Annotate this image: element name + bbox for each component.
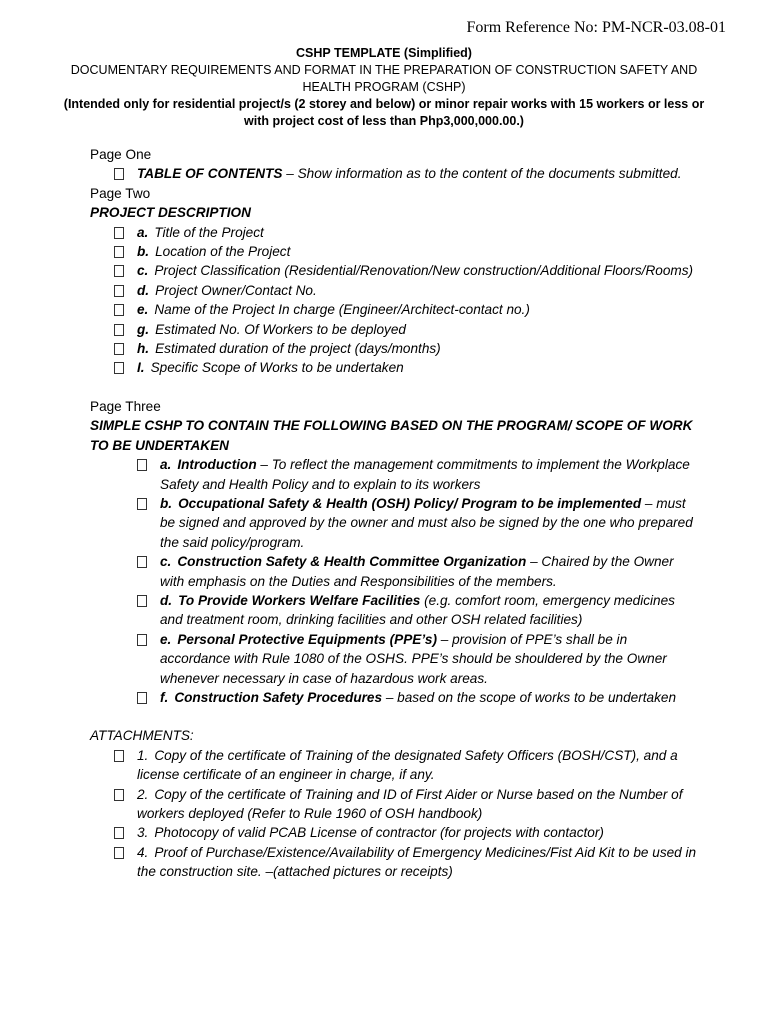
list-item-letter: b. (137, 244, 150, 260)
list-item (90, 688, 700, 707)
list-item-content (137, 339, 700, 358)
list-item-letter: h. (137, 341, 150, 357)
list-item-text: – Chaired by the Owner with emphasis on the Duties and Responsibilities of the members. (160, 554, 674, 589)
list-item-text: Copy of the certificate of Training of the designated Safety Officers (BOSH/CST), and a license certificate of an engineer in charge, if any. (137, 747, 678, 783)
attachments-list (90, 746, 700, 882)
list-item-text: – provision of PPE’s shall be in accordance with Rule 1080 of the OSHS. PPE’s should be shouldered by the Owner whenever necessary in case of hazardous work areas. (160, 631, 667, 686)
list-item-title: Introduction (177, 457, 257, 473)
checkbox-icon (114, 343, 124, 355)
list-item (90, 746, 700, 785)
checkbox-icon (114, 227, 124, 239)
list-item-text: Copy of the certificate of Training and ID of First Aider or Nurse based on the Number of workers deployed (Refer to Rule 1960 of OSH handbook) (137, 786, 683, 821)
list-item-content (137, 843, 700, 882)
list-item-text: Title of the Project (154, 224, 264, 240)
list-item-content (160, 494, 700, 552)
toc-item (90, 164, 700, 183)
list-item-content (137, 300, 700, 319)
list-item-number: 1. (137, 747, 149, 763)
list-item-letter: e. (137, 302, 149, 318)
list-item-letter: e. (160, 631, 172, 647)
list-item-content (160, 630, 700, 688)
list-item-content (137, 746, 700, 785)
list-item (90, 494, 700, 552)
list-item (90, 300, 700, 319)
list-item-content (137, 823, 700, 842)
list-item-text: (e.g. comfort room, emergency medicines and treatment room, drinking facilities and other OSH related facilities) (160, 592, 675, 628)
list-item-title: Personal Protective Equipments (PPE’s) (177, 631, 437, 647)
list-item-letter: c. (137, 263, 149, 279)
document-note: (Intended only for residential project/s (2 storey and below) or minor repair works with 15 workers or less or with project cost of less than Php3,000,000.00.) (63, 97, 705, 128)
list-item-content (137, 358, 700, 377)
checkbox-icon (137, 459, 147, 471)
simple-cshp-heading: SIMPLE CSHP TO CONTAIN THE FOLLOWING BASED ON THE PROGRAM/ SCOPE OF WORK TO BE UNDERTAKEN (90, 418, 693, 453)
list-item (90, 339, 700, 358)
list-item-text: Estimated No. Of Workers to be deployed (155, 321, 406, 337)
list-item-text: Location of the Project (155, 244, 291, 260)
list-item-text: Name of the Project In charge (Engineer/Architect-contact no.) (154, 302, 530, 318)
checkbox-icon (114, 324, 124, 336)
checkbox-icon (114, 285, 124, 297)
list-item-content (137, 242, 700, 261)
checkbox-icon (137, 692, 147, 704)
toc-text: – Show information as to the content of the documents submitted. (282, 166, 682, 182)
checkbox-icon (137, 498, 147, 510)
list-item-title: Construction Safety & Health Committee Organization (177, 554, 527, 570)
list-item-text: – must be signed and approved by the owner and must also be signed by the one who prepared the said policy/program. (160, 495, 693, 550)
page-one-label: Page One (90, 147, 152, 162)
list-item-letter: I. (137, 360, 145, 376)
checkbox-icon (114, 847, 124, 859)
form-reference: Form Reference No: PM-NCR-03.08-01 (466, 19, 726, 36)
list-item-letter: d. (160, 592, 173, 608)
list-item-letter: c. (160, 554, 172, 570)
list-item-content (137, 320, 700, 339)
page-two-label: Page Two (90, 185, 151, 201)
list-item-content (137, 223, 700, 242)
list-item-text: Specific Scope of Works to be undertaken (150, 360, 404, 376)
document-body (90, 145, 700, 882)
list-item-number: 3. (137, 825, 149, 841)
checkbox-icon (114, 246, 124, 258)
list-item-title: Construction Safety Procedures (174, 689, 383, 705)
project-description-list (90, 223, 700, 378)
list-item (90, 823, 700, 842)
list-item (90, 455, 700, 494)
list-item-content (137, 261, 700, 280)
list-item (90, 261, 700, 280)
checkbox-icon (114, 750, 124, 762)
list-item (90, 630, 700, 688)
list-item-letter: b. (160, 495, 173, 511)
toc-title: TABLE OF CONTENTS (137, 166, 283, 182)
list-item-text: Estimated duration of the project (days/months) (155, 341, 441, 357)
list-item-letter: a. (160, 457, 172, 473)
list-item-letter: d. (137, 282, 150, 298)
list-item-content (160, 552, 700, 591)
list-item-content (160, 688, 700, 707)
document-title: CSHP TEMPLATE (Simplified) (296, 46, 472, 60)
list-item (90, 552, 700, 591)
list-item-text: Photocopy of valid PCAB License of contractor (for projects with contactor) (154, 825, 604, 841)
list-item-text: – To reflect the management commitments to implement the Workplace Safety and Health Policy and to explain to its workers (160, 457, 690, 492)
list-item-content (137, 281, 700, 300)
checkbox-icon (114, 362, 124, 374)
attachments-heading: ATTACHMENTS: (90, 728, 194, 744)
list-item-content (137, 785, 700, 824)
list-item (90, 591, 700, 630)
checkbox-icon (114, 265, 124, 277)
document-subtitle: DOCUMENTARY REQUIREMENTS AND FORMAT IN THE PREPARATION OF CONSTRUCTION SAFETY AND HEALTH PROGRAM (CSHP) (70, 63, 698, 94)
checkbox-icon (137, 556, 147, 568)
list-item-letter: g. (137, 321, 150, 337)
list-item (90, 843, 700, 882)
list-item (90, 281, 700, 300)
list-item-title: Occupational Safety & Health (OSH) Policy/ Program to be implemented (178, 495, 642, 511)
list-item (90, 242, 700, 261)
simple-cshp-list (90, 455, 700, 707)
list-item-text: – based on the scope of works to be undertaken (382, 689, 677, 705)
list-item-letter: a. (137, 224, 149, 240)
list-item-letter: f. (160, 689, 169, 705)
project-description-heading: PROJECT DESCRIPTION (90, 205, 251, 221)
list-item-content (160, 591, 700, 630)
list-item (90, 785, 700, 824)
checkbox-icon (137, 595, 147, 607)
list-item-number: 2. (137, 786, 149, 802)
list-item-text: Project Owner/Contact No. (155, 282, 317, 298)
checkbox-icon (114, 827, 124, 839)
list-item-number: 4. (137, 844, 149, 860)
checkbox-icon (114, 168, 124, 180)
list-item (90, 223, 700, 242)
checkbox-icon (137, 634, 147, 646)
list-item-title: To Provide Workers Welfare Facilities (178, 592, 421, 608)
checkbox-icon (114, 304, 124, 316)
list-item-text: Project Classification (Residential/Renovation/New construction/Additional Floors/Rooms) (154, 263, 694, 279)
list-item (90, 320, 700, 339)
list-item (90, 358, 700, 377)
list-item-content (160, 455, 700, 494)
list-item-text: Proof of Purchase/Existence/Availability of Emergency Medicines/Fist Aid Kit to be used in the construction site. –(attached pictures or receipts) (137, 844, 697, 880)
page-three-label: Page Three (90, 398, 161, 414)
checkbox-icon (114, 789, 124, 801)
document-header (60, 45, 708, 130)
